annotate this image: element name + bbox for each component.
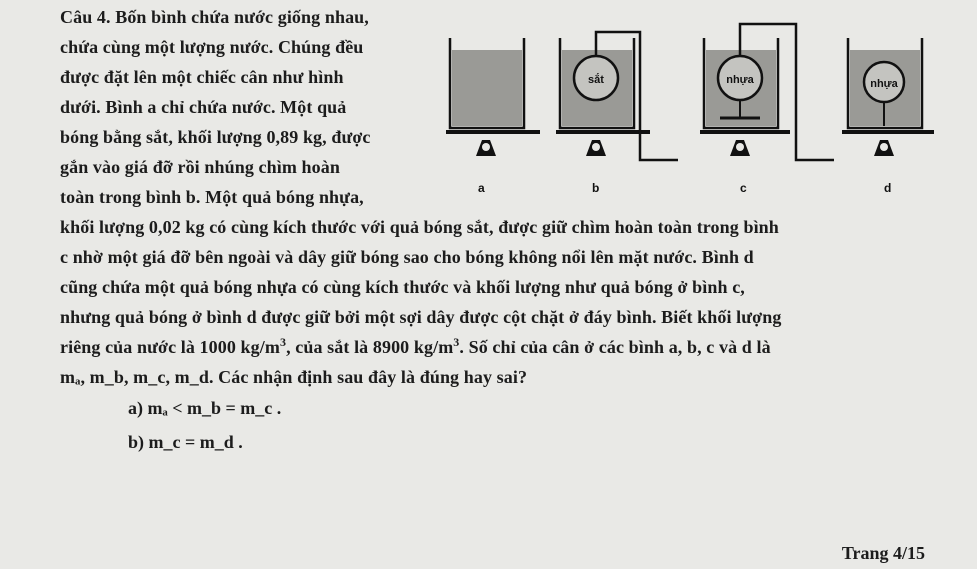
beaker-a bbox=[446, 38, 540, 156]
question-line-3: được đặt lên một chiếc cân như hình bbox=[60, 67, 344, 87]
question-line-6: gắn vào giá đỡ rồi nhúng chìm hoàn bbox=[60, 157, 340, 177]
label-a: a bbox=[478, 181, 485, 195]
question-line-13: mₐ, m_b, m_c, m_d. Các nhận định sau đây là đúng hay sai? bbox=[60, 367, 528, 387]
ball-b-label: sắt bbox=[588, 74, 604, 86]
density-text-3: . Số chỉ của cân ở các bình a, b, c và d là bbox=[459, 337, 771, 357]
question-line-5: bóng bằng sắt, khối lượng 0,89 kg, được bbox=[60, 127, 371, 147]
question-line-11: nhưng quả bóng ở bình d được giữ bởi một sợi dây được cột chặt ở đáy bình. Biết khối lượng bbox=[60, 307, 782, 327]
question-line-9: c nhờ một giá đỡ bên ngoài và dây giữ bóng sao cho bóng không nổi lên mặt nước. Bình d bbox=[60, 247, 754, 267]
density-text-2: , của sắt là 8900 kg/m bbox=[286, 337, 454, 357]
beaker-c bbox=[700, 24, 834, 160]
beaker-d bbox=[842, 38, 934, 156]
ball-c-label: nhựa bbox=[726, 74, 754, 86]
exponent-1: 3 bbox=[279, 335, 287, 349]
label-b: b bbox=[592, 181, 600, 195]
statement-a: a) mₐ < m_b = m_c . bbox=[128, 398, 282, 418]
density-text-1: riêng của nước là 1000 kg/m bbox=[60, 337, 280, 357]
statement-b: b) m_c = m_d . bbox=[128, 432, 243, 452]
question-line-7: toàn trong bình b. Một quả bóng nhựa, bbox=[60, 187, 364, 207]
question-line-10: cũng chứa một quả bóng nhựa có cùng kích thước và khối lượng như quả bóng ở bình c, bbox=[60, 277, 745, 297]
question-line-4: dưới. Bình a chỉ chứa nước. Một quả bbox=[60, 97, 347, 117]
label-c: c bbox=[740, 181, 747, 195]
page-number: Trang 4/15 bbox=[841, 543, 925, 563]
beaker-b bbox=[556, 32, 678, 160]
question-line-2: chứa cùng một lượng nước. Chúng đều bbox=[60, 37, 364, 57]
label-d: d bbox=[884, 181, 892, 195]
question-line-12 bbox=[60, 336, 771, 358]
question-line-1: Câu 4. Bốn bình chứa nước giống nhau, bbox=[60, 7, 369, 27]
ball-d-label: nhựa bbox=[870, 78, 898, 90]
question-line-8: khối lượng 0,02 kg có cùng kích thước với quả bóng sắt, được giữ chìm hoàn toàn trong bình bbox=[60, 217, 779, 237]
exponent-2: 3 bbox=[453, 335, 460, 349]
beakers-figure bbox=[440, 10, 940, 200]
